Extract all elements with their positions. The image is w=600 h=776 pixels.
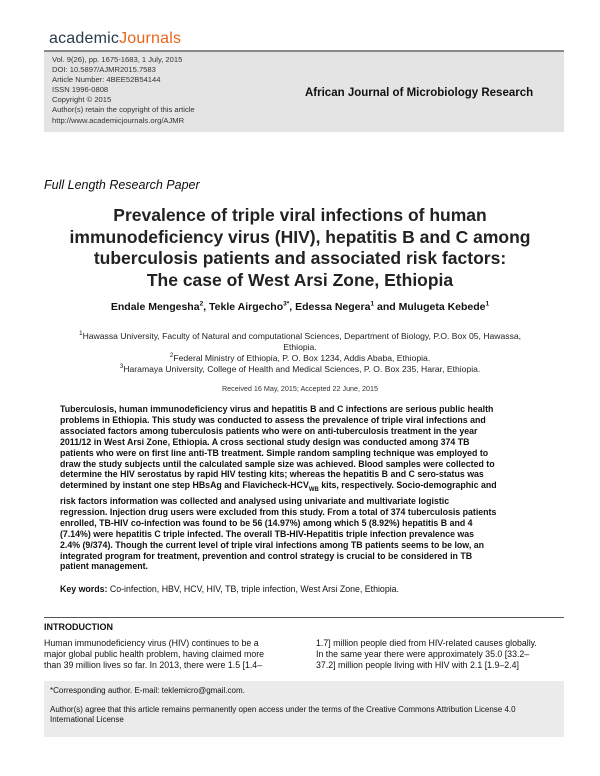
abstract-line: draw the study subjects until the calculated sample size was achieved. Blood samples were collected to	[60, 458, 495, 469]
meta-article-number: Article Number: 4BEE52B54144	[52, 75, 161, 85]
meta-url-link[interactable]: http://www.academicjournals.org/AJMR	[52, 115, 185, 125]
abstract-line: patients who were on first line anti-TB treatment. Simple random sampling technique was employed to	[60, 447, 489, 458]
meta-issn: ISSN 1996-0808	[52, 85, 109, 95]
abstract-line-text: kits, respectively. Socio-demographic and	[318, 480, 497, 491]
author-name: Endale Mengesha	[110, 301, 200, 313]
abstract-line: enrolled, TB-HIV co-infection was found to be 56 (14.97%) among which 5 (8.92%) hepatitis B and 4	[60, 517, 473, 528]
abstract	[60, 404, 546, 572]
abstract-line: (7.14%) were hepatitis C triple infected. The overall TB-HIV-Hepatitis triple infection prevalence was	[60, 528, 475, 539]
body-line: than 39 million lives so far. In 2013, there were 1.5 [1.4–	[44, 660, 263, 670]
abstract-line: integrated program for treatment, prevention and control strategy is crucial to be considered in TB	[60, 550, 473, 561]
keywords-label: Key words:	[60, 584, 108, 594]
paper-title	[40, 205, 560, 291]
affiliation-3	[40, 364, 560, 375]
abstract-line: problems in Ethiopia. This study was conducted to assess the prevalence of triple viral infections and	[60, 414, 486, 425]
publisher-logo	[49, 30, 181, 48]
author-name: Mulugeta Kebede	[398, 301, 486, 313]
author-affiliation-mark: 1	[485, 300, 490, 308]
title-line: The case of West Arsi Zone, Ethiopia	[146, 269, 454, 290]
journal-name: African Journal of Microbiology Research	[305, 87, 534, 99]
author-separator: and	[374, 301, 399, 313]
logo-text-academic: academic	[49, 30, 120, 47]
section-heading-introduction: INTRODUCTION	[44, 622, 113, 632]
abstract-line: regression. Injection drug users were excluded from this study. From a total of 374 tuberculosis patients	[60, 506, 497, 517]
abstract-line: 2011/12 in West Arsi Zone, Ethiopia. A cross sectional study design was conducted among 374 TB	[60, 436, 470, 447]
abstract-line: associated factors among tuberculosis patients who were on anti-tuberculosis treatment in the year	[60, 425, 478, 436]
affiliation-number: 3	[119, 363, 124, 371]
affiliation-text: Haramaya University, College of Health and Medical Sciences, P. O. Box 235, Harar, Ethiopia.	[123, 364, 481, 374]
section-rule	[44, 617, 564, 618]
meta-volume: Vol. 9(26), pp. 1675-1683, 1 July, 2015	[52, 55, 183, 64]
affiliation-text: Hawassa University, Faculty of Natural and computational Sciences, Department of Biology, P.O. Box 05, Hawassa,	[82, 331, 522, 341]
affiliation-2	[40, 353, 560, 364]
author-name: Tekle Airgecho	[209, 301, 284, 313]
keywords-text: Co-infection, HBV, HCV, HIV, TB, triple infection, West Arsi Zone, Ethiopia.	[107, 584, 399, 594]
license-notice[interactable]: Author(s) agree that this article remains permanently open access under the terms of the Creative Commons Attribution License 4.0 International License	[50, 705, 516, 724]
body-column-right	[316, 638, 564, 671]
body-line: major global public health problem, having claimed more	[44, 649, 265, 659]
affiliation-1	[40, 331, 560, 353]
meta-rights: Author(s) retain the copyright of this article	[52, 105, 195, 115]
body-line: 1.7] million people died from HIV-related causes globally.	[316, 638, 537, 648]
abstract-line: risk factors information was collected and analysed using univariate and multivariate logistic	[60, 496, 450, 506]
abstract-line: determine the HIV serostatus by rapid HIV testing kits; whereas the hepatitis B and C sero-status was	[60, 469, 484, 480]
author-separator: ,	[289, 301, 296, 313]
author-list	[40, 301, 560, 313]
author-affiliation-mark: 2	[199, 300, 204, 308]
body-line: Human immunodeficiency virus (HIV) continues to be a	[44, 638, 259, 648]
metadata-lines	[52, 55, 195, 126]
meta-copyright: Copyright © 2015	[52, 95, 112, 105]
author-affiliation-mark: 3*	[283, 300, 290, 308]
logo-text-journals: Journals	[119, 30, 182, 47]
affiliation-number: 2	[169, 352, 174, 360]
affiliation-number: 1	[78, 330, 83, 338]
body-line: In the same year there were approximately 35.0 [33.2–	[316, 649, 530, 659]
body-column-left	[44, 638, 292, 671]
affiliation-text: Ethiopia.	[283, 342, 317, 352]
received-accepted-dates: Received 16 May, 2015; Accepted 22 June, 2015	[221, 384, 379, 393]
corresponding-author[interactable]: *Corresponding author. E-mail: teklemicro@gmail.com.	[50, 686, 245, 695]
abstract-line: Tuberculosis, human immunodeficiency virus and hepatitis B and C infections are serious public health	[60, 404, 494, 414]
abstract-line: 2.4% (9/374). Though the current level of triple viral infections among TB patients seems to be low, an	[60, 539, 484, 550]
title-line: Prevalence of triple viral infections of human	[113, 205, 487, 225]
author-affiliation-mark: 1	[370, 300, 375, 308]
keywords	[60, 584, 550, 594]
author-name: Edessa Negera	[295, 301, 371, 313]
author-separator: ,	[203, 301, 210, 313]
abstract-subscript: WB	[308, 487, 319, 494]
title-line: immunodeficiency virus (HIV), hepatitis B and C among	[69, 226, 531, 247]
abstract-line-text: determined by instant one step HBsAg and Flavicheck-HCV	[60, 480, 309, 491]
affiliation-text: Federal Ministry of Ethiopia, P. O. Box 1234, Addis Ababa, Ethiopia.	[173, 353, 431, 363]
title-line: tuberculosis patients and associated risk factors:	[93, 248, 507, 268]
body-line: 37.2] million people living with HIV with 2.1 [1.9–2.4]	[316, 660, 519, 670]
paper-type: Full Length Research Paper	[44, 178, 200, 192]
meta-doi[interactable]: DOI: 10.5897/AJMR2015.7583	[52, 65, 156, 75]
abstract-line	[60, 480, 546, 496]
abstract-line: patient management.	[60, 561, 148, 572]
